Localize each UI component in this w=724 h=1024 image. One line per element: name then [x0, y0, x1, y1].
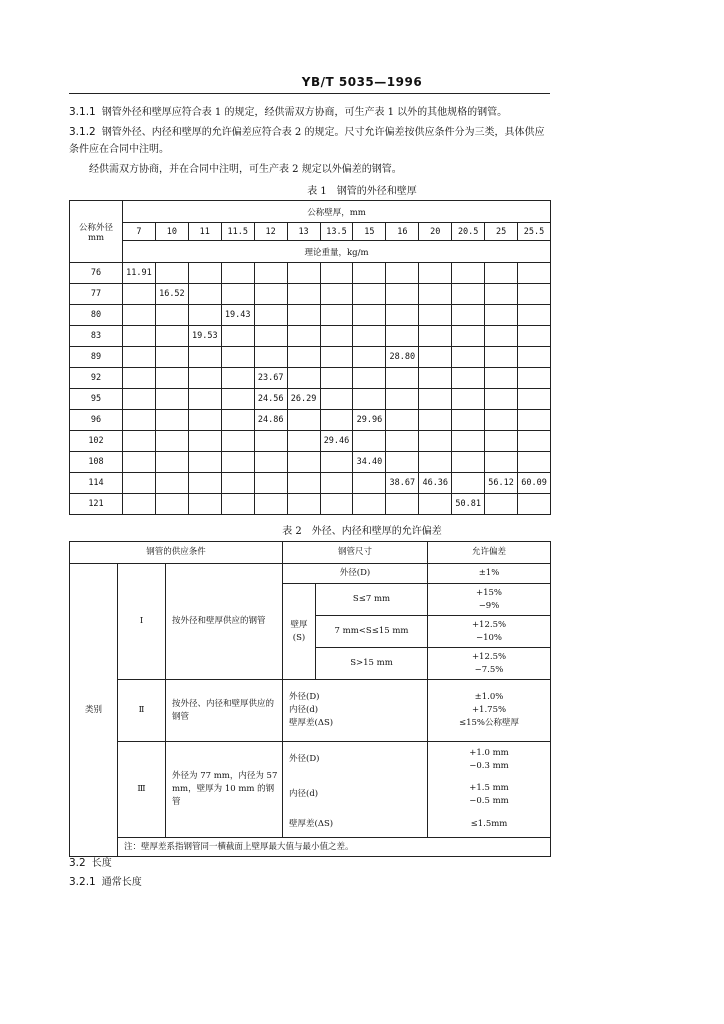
weight-cell — [287, 431, 320, 452]
tol-plus: +12.5% — [471, 619, 507, 630]
weight-cell — [221, 347, 254, 368]
wall-cond-b: 7 mm<S≤15 mm — [316, 616, 428, 648]
weight-cell — [155, 494, 188, 515]
weight-cell — [518, 326, 551, 347]
weight-header: 理论重量，kg/m — [123, 241, 551, 263]
table-row — [70, 410, 551, 431]
weight-cell — [188, 452, 221, 473]
weight-cell — [320, 473, 353, 494]
tol-minus: −9% — [478, 600, 500, 611]
weight-cell — [485, 347, 518, 368]
row-header-unit: mm — [87, 232, 105, 243]
weight-cell: 46.36 — [419, 473, 452, 494]
weight-cell — [518, 389, 551, 410]
thickness-col-header: 13 — [287, 223, 320, 241]
row-header-label: 公称外径 — [78, 222, 113, 233]
weight-cell — [287, 410, 320, 431]
row-header-cell — [70, 201, 123, 263]
clause-number: 3.1.1 — [69, 106, 96, 118]
weight-cell — [386, 284, 419, 305]
weight-cell — [452, 347, 485, 368]
class2-od: 外径(D) — [289, 692, 320, 702]
thickness-col-header: 20 — [419, 223, 452, 241]
wall-label: 壁厚 — [290, 619, 308, 630]
tol-minus: −10% — [475, 632, 502, 643]
weight-cell — [155, 347, 188, 368]
thickness-header-row — [70, 223, 551, 241]
thickness-col-header: 25.5 — [518, 223, 551, 241]
weight-cell — [518, 410, 551, 431]
thickness-col-header: 13.5 — [320, 223, 353, 241]
section-3-2 — [69, 855, 551, 872]
weight-cell — [254, 284, 287, 305]
weight-cell — [386, 368, 419, 389]
weight-cell — [419, 389, 452, 410]
weight-cell — [188, 305, 221, 326]
weight-cell — [419, 263, 452, 284]
weight-cell — [320, 389, 353, 410]
weight-cell: 11.91 — [123, 263, 156, 284]
weight-cell — [123, 368, 156, 389]
col3-header: 允许偏差 — [428, 542, 551, 564]
weight-cell — [452, 410, 485, 431]
outer-diameter-cell: 108 — [70, 452, 123, 473]
weight-cell — [123, 473, 156, 494]
outer-diameter-cell: 95 — [70, 389, 123, 410]
clause-3-1-2 — [69, 124, 551, 158]
weight-cell — [485, 368, 518, 389]
weight-cell — [452, 368, 485, 389]
class2-id-tol: +1.75% — [471, 705, 507, 715]
weight-cell — [320, 452, 353, 473]
weight-cell: 56.12 — [485, 473, 518, 494]
weight-cell — [452, 284, 485, 305]
clause-3-1-1 — [69, 104, 551, 121]
table-row — [70, 368, 551, 389]
thickness-col-header: 15 — [353, 223, 386, 241]
weight-cell — [287, 452, 320, 473]
tol-plus: +1.0 mm — [469, 747, 509, 758]
weight-cell — [221, 494, 254, 515]
thickness-col-header: 11 — [188, 223, 221, 241]
weight-cell — [254, 494, 287, 515]
weight-cell — [518, 431, 551, 452]
weight-cell — [386, 263, 419, 284]
section-title: 通常长度 — [101, 877, 142, 888]
weight-cell — [485, 410, 518, 431]
weight-cell — [386, 494, 419, 515]
weight-cell — [485, 263, 518, 284]
table1-outer-diameter-wall-thickness — [69, 200, 551, 515]
weight-cell — [485, 326, 518, 347]
weight-cell — [353, 431, 386, 452]
weight-cell — [353, 284, 386, 305]
weight-cell — [386, 389, 419, 410]
weight-cell — [320, 368, 353, 389]
weight-cell — [452, 452, 485, 473]
table-row — [70, 284, 551, 305]
weight-cell — [221, 431, 254, 452]
weight-cell — [188, 494, 221, 515]
weight-cell — [320, 263, 353, 284]
weight-cell: 16.52 — [155, 284, 188, 305]
thickness-col-header: 10 — [155, 223, 188, 241]
outer-diameter-cell: 102 — [70, 431, 123, 452]
table-row — [70, 305, 551, 326]
weight-cell — [518, 284, 551, 305]
weight-cell — [320, 347, 353, 368]
weight-cell — [221, 368, 254, 389]
outer-diameter-cell: 76 — [70, 263, 123, 284]
weight-cell — [254, 431, 287, 452]
weight-cell — [485, 389, 518, 410]
weight-cell: 19.53 — [188, 326, 221, 347]
weight-cell — [188, 431, 221, 452]
header-rule — [69, 93, 550, 94]
weight-cell — [221, 452, 254, 473]
clause-number: 3.1.2 — [69, 126, 96, 138]
weight-cell — [386, 326, 419, 347]
weight-cell — [518, 305, 551, 326]
weight-cell — [188, 263, 221, 284]
weight-cell — [353, 368, 386, 389]
section-number: 3.2.1 — [69, 876, 96, 888]
weight-cell — [419, 368, 452, 389]
weight-cell — [287, 473, 320, 494]
weight-cell — [155, 326, 188, 347]
table-row — [70, 263, 551, 284]
weight-cell — [188, 410, 221, 431]
tol-plus: +1.5 mm — [469, 782, 509, 793]
weight-cell — [155, 263, 188, 284]
thickness-col-header: 11.5 — [221, 223, 254, 241]
weight-cell — [353, 305, 386, 326]
wall-tol-b — [428, 616, 551, 648]
outer-diameter-cell: 92 — [70, 368, 123, 389]
weight-cell — [221, 284, 254, 305]
weight-cell — [353, 263, 386, 284]
outer-diameter-cell: 83 — [70, 326, 123, 347]
class1-od-tol: ±1% — [428, 564, 551, 584]
thickness-col-header: 12 — [254, 223, 287, 241]
weight-cell — [221, 410, 254, 431]
weight-cell: 34.40 — [353, 452, 386, 473]
weight-cell — [320, 410, 353, 431]
weight-cell — [155, 305, 188, 326]
weight-cell — [353, 494, 386, 515]
weight-cell: 26.29 — [287, 389, 320, 410]
weight-cell — [419, 284, 452, 305]
class2-desc: 按外径、内径和壁厚供应的钢管 — [166, 680, 283, 742]
wall-tol-a — [428, 584, 551, 616]
weight-cell — [123, 347, 156, 368]
wall-symbol: (S) — [292, 632, 306, 643]
weight-cell — [188, 347, 221, 368]
table2-allowable-deviations — [69, 541, 551, 857]
weight-cell — [320, 326, 353, 347]
class3-id-tol — [428, 778, 551, 812]
thickness-col-header: 16 — [386, 223, 419, 241]
weight-cell — [287, 263, 320, 284]
weight-cell: 29.96 — [353, 410, 386, 431]
weight-cell — [221, 389, 254, 410]
weight-cell — [452, 389, 485, 410]
weight-cell — [254, 473, 287, 494]
weight-cell — [254, 305, 287, 326]
weight-cell — [287, 326, 320, 347]
weight-cell — [485, 452, 518, 473]
class3-dev: 壁厚差(ΔS) — [283, 812, 428, 838]
weight-cell — [123, 305, 156, 326]
outer-diameter-cell: 121 — [70, 494, 123, 515]
weight-cell — [518, 494, 551, 515]
weight-cell: 24.86 — [254, 410, 287, 431]
weight-cell — [419, 347, 452, 368]
weight-cell — [518, 263, 551, 284]
tol-minus: −0.3 mm — [469, 760, 509, 771]
weight-cell — [419, 326, 452, 347]
clause-text: 钢管外径、内径和壁厚的允许偏差应符合表 2 的规定。尺寸允许偏差按供应条件分为三类，具体供应条件应在合同中注明。 — [69, 127, 545, 155]
table-row — [70, 389, 551, 410]
weight-cell: 60.09 — [518, 473, 551, 494]
tol-plus: +12.5% — [471, 651, 507, 662]
weight-cell — [155, 410, 188, 431]
outer-diameter-cell: 80 — [70, 305, 123, 326]
weight-cell — [155, 431, 188, 452]
table-row — [70, 494, 551, 515]
weight-cell — [419, 452, 452, 473]
tol-minus: −0.5 mm — [469, 795, 509, 806]
weight-cell — [188, 284, 221, 305]
weight-cell — [221, 263, 254, 284]
weight-cell — [485, 284, 518, 305]
outer-diameter-cell: 96 — [70, 410, 123, 431]
weight-cell — [123, 431, 156, 452]
class3-numeral: Ⅲ — [118, 742, 166, 838]
weight-cell — [221, 326, 254, 347]
class3-id: 内径(d) — [283, 778, 428, 812]
col1-header: 钢管的供应条件 — [70, 542, 283, 564]
category-cell: 类别 — [70, 564, 118, 857]
weight-cell: 28.80 — [386, 347, 419, 368]
weight-cell — [221, 473, 254, 494]
clause-3-1-2-supplement: 经供需双方协商，并在合同中注明，可生产表 2 规定以外偏差的钢管。 — [89, 164, 402, 175]
weight-cell: 38.67 — [386, 473, 419, 494]
table1-body — [70, 263, 551, 515]
outer-diameter-cell: 114 — [70, 473, 123, 494]
weight-cell: 50.81 — [452, 494, 485, 515]
weight-cell — [155, 473, 188, 494]
table1-caption: 表 1 钢管的外径和壁厚 — [307, 186, 417, 197]
weight-cell — [188, 368, 221, 389]
weight-cell — [320, 305, 353, 326]
tol-minus: −7.5% — [474, 664, 504, 675]
weight-cell — [287, 347, 320, 368]
outer-diameter-cell: 77 — [70, 284, 123, 305]
standard-header: YB/T 5035—1996 — [301, 75, 423, 89]
col-group-header: 公称壁厚，mm — [123, 201, 551, 223]
weight-cell — [353, 473, 386, 494]
weight-cell — [155, 452, 188, 473]
class3-dev-tol: ≤1.5mm — [428, 812, 551, 838]
weight-cell — [419, 305, 452, 326]
table-row — [70, 473, 551, 494]
table-row — [70, 452, 551, 473]
weight-cell — [518, 347, 551, 368]
weight-cell — [254, 347, 287, 368]
weight-cell — [287, 494, 320, 515]
wall-label-cell — [283, 584, 316, 680]
weight-cell — [386, 410, 419, 431]
weight-cell — [353, 347, 386, 368]
weight-cell — [123, 452, 156, 473]
clause-text: 钢管外径和壁厚应符合表 1 的规定，经供需双方协商，可生产表 1 以外的其他规格的钢管。 — [101, 107, 508, 118]
weight-cell — [287, 305, 320, 326]
wall-cond-a: S≤7 mm — [316, 584, 428, 616]
section-3-2-1 — [69, 874, 551, 891]
weight-cell — [518, 368, 551, 389]
section-title: 长度 — [91, 858, 112, 869]
weight-cell — [123, 284, 156, 305]
outer-diameter-cell: 89 — [70, 347, 123, 368]
weight-cell — [386, 452, 419, 473]
class3-desc: 外径为 77 mm，内径为 57 mm，壁厚为 10 mm 的钢管 — [166, 742, 283, 838]
weight-cell — [155, 389, 188, 410]
class2-tols — [428, 680, 551, 742]
weight-cell — [518, 452, 551, 473]
weight-cell: 29.46 — [320, 431, 353, 452]
class3-od-tol — [428, 742, 551, 778]
table2-note: 注：壁厚差系指钢管同一横截面上壁厚最大值与最小值之差。 — [118, 838, 551, 857]
weight-cell — [485, 431, 518, 452]
thickness-col-header: 25 — [485, 223, 518, 241]
weight-cell — [452, 263, 485, 284]
section-number: 3.2 — [69, 857, 86, 869]
weight-cell — [254, 452, 287, 473]
class1-desc: 按外径和壁厚供应的钢管 — [166, 564, 283, 680]
class2-od-tol: ±1.0% — [474, 692, 504, 702]
weight-cell — [320, 284, 353, 305]
wall-tol-c — [428, 648, 551, 680]
weight-cell — [254, 326, 287, 347]
weight-cell — [123, 410, 156, 431]
weight-cell — [419, 410, 452, 431]
wall-cond-c: S>15 mm — [316, 648, 428, 680]
weight-cell — [419, 494, 452, 515]
weight-cell — [287, 284, 320, 305]
weight-cell — [320, 494, 353, 515]
weight-cell: 23.67 — [254, 368, 287, 389]
weight-cell — [254, 263, 287, 284]
table-row — [70, 431, 551, 452]
table-row — [70, 347, 551, 368]
class3-od: 外径(D) — [283, 742, 428, 778]
class1-od-label: 外径(D) — [283, 564, 428, 584]
weight-cell: 24.56 — [254, 389, 287, 410]
class2-dims — [283, 680, 428, 742]
weight-cell — [485, 494, 518, 515]
weight-cell — [188, 473, 221, 494]
class1-numeral: Ⅰ — [118, 564, 166, 680]
class2-numeral: Ⅱ — [118, 680, 166, 742]
col2-header: 钢管尺寸 — [283, 542, 428, 564]
weight-cell — [155, 368, 188, 389]
weight-cell — [452, 326, 485, 347]
weight-cell — [452, 305, 485, 326]
thickness-col-header: 20.5 — [452, 223, 485, 241]
weight-cell: 19.43 — [221, 305, 254, 326]
thickness-col-header: 7 — [123, 223, 156, 241]
weight-cell — [287, 368, 320, 389]
weight-cell — [123, 389, 156, 410]
weight-cell — [353, 326, 386, 347]
weight-cell — [485, 305, 518, 326]
weight-cell — [123, 326, 156, 347]
weight-cell — [353, 389, 386, 410]
table-row — [70, 326, 551, 347]
class2-dev: 壁厚差(ΔS) — [289, 718, 334, 728]
tol-plus: +15% — [475, 587, 502, 598]
weight-cell — [452, 431, 485, 452]
weight-cell — [188, 389, 221, 410]
weight-cell — [123, 494, 156, 515]
table2-caption: 表 2 外径、内径和壁厚的允许偏差 — [282, 526, 442, 537]
weight-cell — [386, 305, 419, 326]
class2-dev-tol: ≤15%公称壁厚 — [458, 718, 519, 728]
weight-cell — [386, 431, 419, 452]
weight-cell — [419, 431, 452, 452]
weight-cell — [452, 473, 485, 494]
class2-id: 内径(d) — [289, 705, 319, 715]
